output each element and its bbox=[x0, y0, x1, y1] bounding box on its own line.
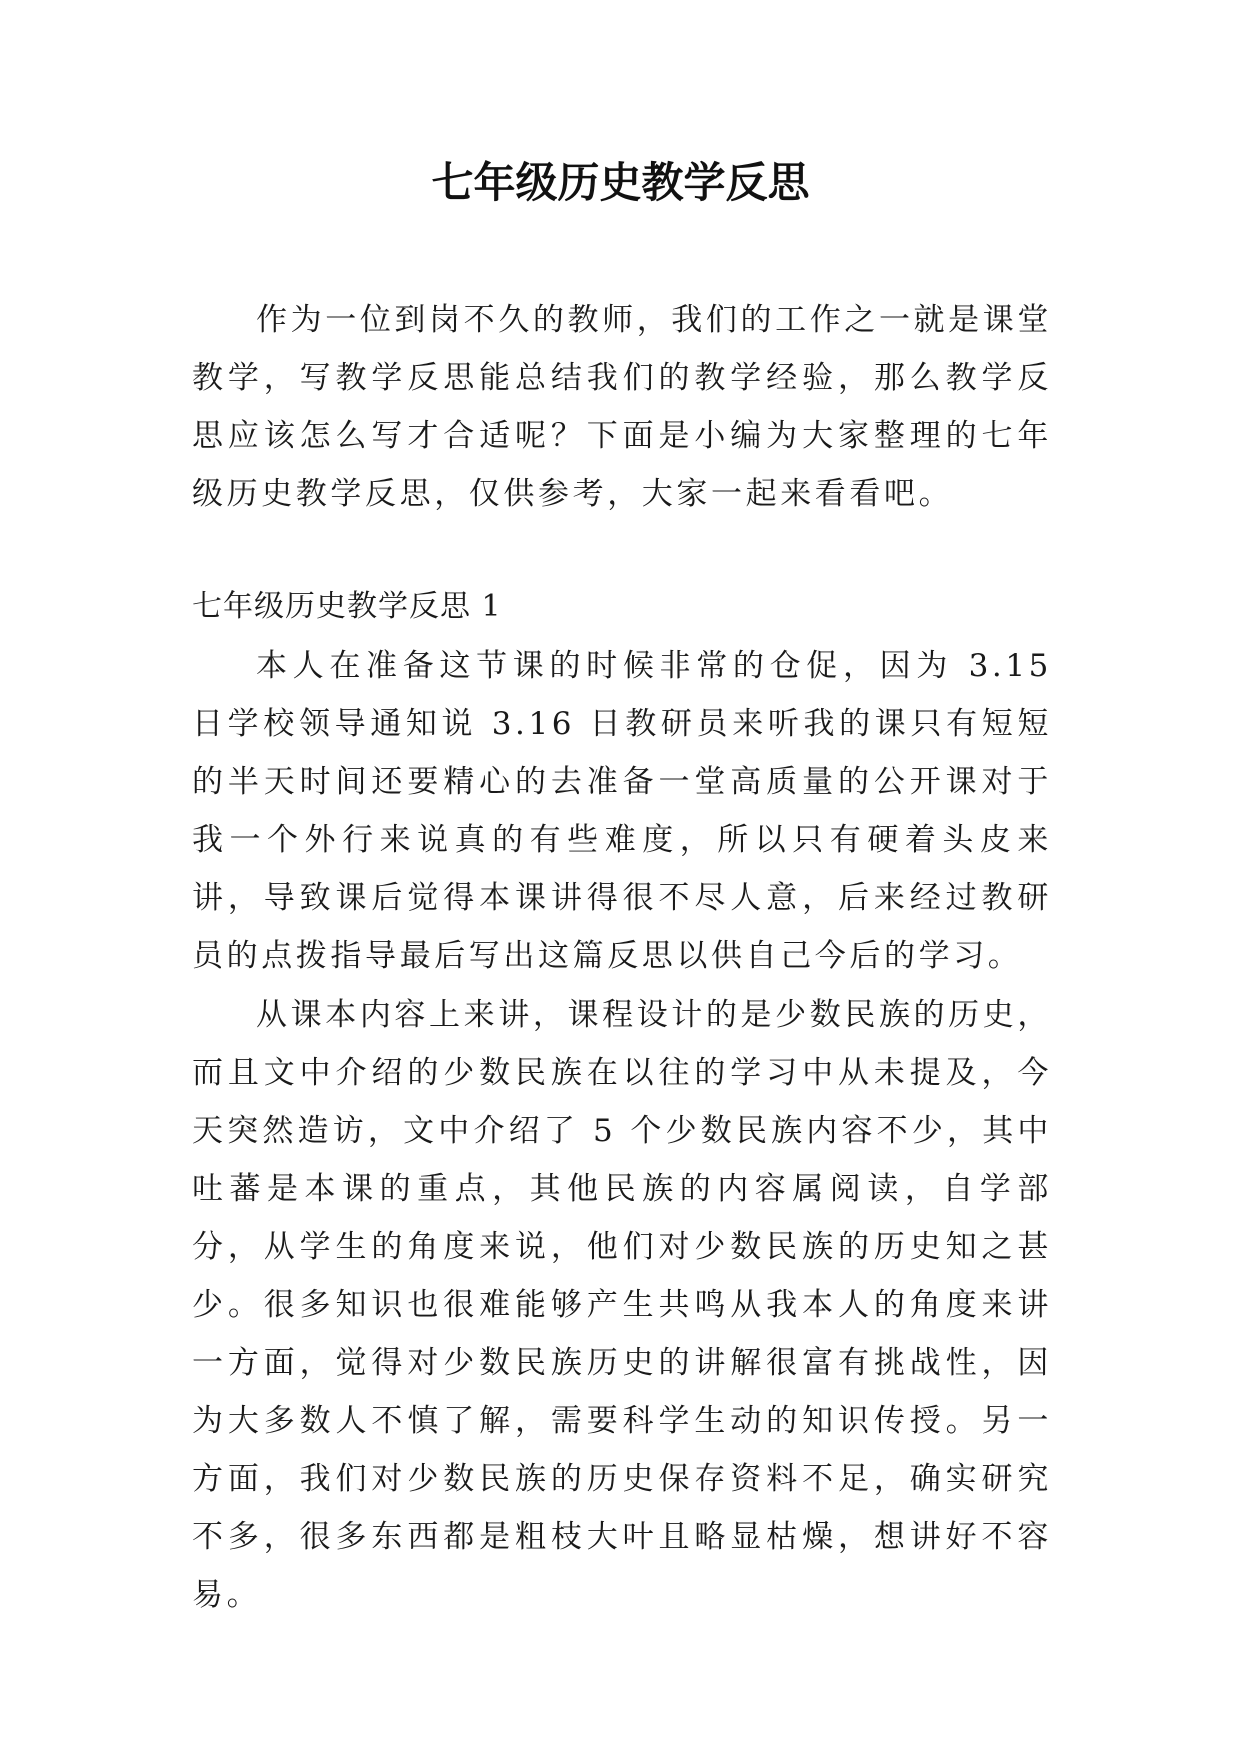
body-paragraph: 从课本内容上来讲，课程设计的是少数民族的历史，而且文中介绍的少数民族在以往的学习中从未提及，今天突然造访，文中介绍了 5 个少数民族内容不少，其中吐蕃是本课的重点，其他民族的内容属阅读，自学部分，从学生的角度来说，他们对少数民族的历史知之甚少。很多知识也很难能够产生共鸣从我本人的角度来讲一方面，觉得对少数民族历史的讲解很富有挑战性，因为大多数人不慎了解，需要科学生动的知识传授。另一方面，我们对少数民族的历史保存资料不足，确实研究不多，很多东西都是粗枝大叶且略显枯燥，想讲好不容易。 bbox=[192, 997, 1052, 1613]
section-heading: 七年级历史教学反思 1 bbox=[192, 589, 502, 624]
document-title: 七年级历史教学反思 bbox=[431, 158, 810, 207]
body-paragraph: 本人在准备这节课的时候非常的仓促，因为 3.15 日学校领导通知说 3.16 日教研员来听我的课只有短短的半天时间还要精心的去准备一堂高质量的公开课对于我一个外行来说真的有些难度，所以只有硬着头皮来讲，导致课后觉得本课讲得很不尽人意，后来经过教研员的点拨指导最后写出这篇反思以供自己今后的学习。 bbox=[192, 648, 1052, 974]
intro-paragraph: 作为一位到岗不久的教师，我们的工作之一就是课堂教学，写教学反思能总结我们的教学经验，那么教学反思应该怎么写才合适呢？下面是小编为大家整理的七年级历史教学反思，仅供参考，大家一起来看看吧。 bbox=[192, 302, 1052, 512]
